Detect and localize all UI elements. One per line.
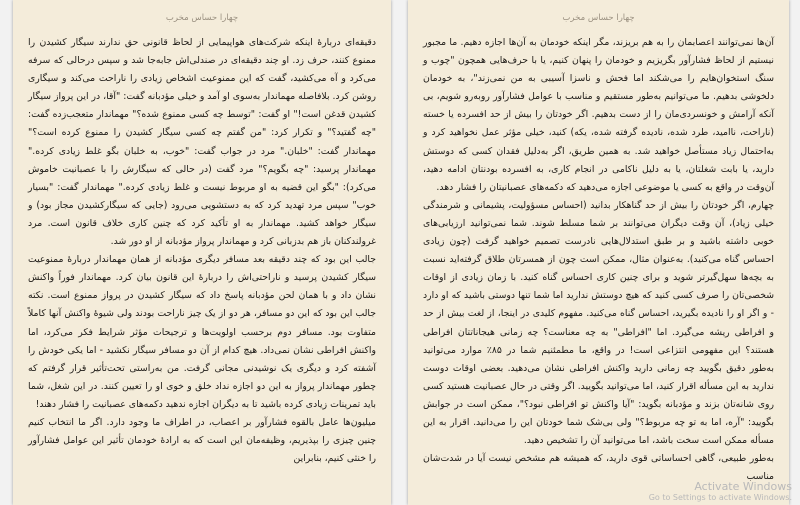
paragraph: دقیقه‌ای دربارهٔ اینکه شرکت‌های هواپیمایی از لحاظ قانونی حق ندارند سیگار کشیدن را ممنوع کنند، حرف زد. او چند دقیقه‌ای در صندلی‌اش جابه‌جا شد و سپس درحالی که سرفه می‌کرد و آه می‌کشید، گفت که این ممنوعیت اشخاص زیادی را ناراحت می‌کند و سیگاری روشن کرد. بلافاصله مهماندار به‌سوی او آمد و خیلی مؤدبانه گفت: "آقا، در این پرواز سیگار کشیدن قدغن است!" او گفت: "توسط چه کسی ممنوع شده؟" مهماندار متعجب‌زده گفت: "چه گفتید؟" و تکرار کرد: "من گفتم چه کسی سیگار کشیدن را ممنوع کرده است؟" مهماندار گفت: "خلبان." مرد در جواب گفت: "خوب، به خلبان بگو غلط زیادی کرده." مهماندار پرسید: "چه بگویم؟" مرد گفت (در حالی که سیگارش را با عصبانیت خاموش می‌کرد): "بگو این قضیه به او مربوط نیست و غلط زیادی کرده." مهماندار گفت: "بسیار خوب" سپس مرد تهدید کرد که به دستشویی می‌رود (جایی که سیگارکشیدن مجاز بود) و سیگار خواهد کشید. مهماندار به او تأکید کرد که چنین کاری خلاف قانون است. مرد غرولندکنان باز هم بدزبانی کرد و مهماندار پرواز مؤدبانه از او دور شد.	[28, 37, 376, 248]
paragraph: آن‌ها نمی‌توانند اعصابمان را به هم بریزند، مگر اینکه خودمان به آن‌ها اجازه دهیم. ما مجبور نیستیم از لحاظ فشارآور بگریزیم و خودمان را پنهان کنیم، یا با حرف‌هایی همچون "چوب و سنگ استخوان‌هایم را می‌شکند اما فحش و ناسزا آسیبی به من نمی‌زند"، به خودمان دلخوشی بدهیم. ما می‌توانیم به‌طور مستقیم و مناسب با عوامل فشارآور روبه‌رو شویم، بی آنکه آرامش و خونسردی‌مان را از دست بدهیم. اگر خودتان را بیش از حد افسرده یا خسته (ناراحت، ناامید، طرد شده، نادیده گرفته شده، یکه) کنید، خیلی مؤثر عمل نخواهید کرد و به‌احتمال زیاد مستأصل خواهید شد. به همین طریق، اگر به‌دلیل فقدان کسی که دوستش دارید، یا بابت شغلتان، یا به دلیل ناکامی در انجام کاری، به افسرده بودنتان ادامه دهید، آن‌وقت در واقع به کسی یا موضوعی اجازه می‌دهید که دکمه‌های عصبانیتان را فشار دهد.	[423, 37, 774, 193]
paragraph: چهارم، اگر خودتان را بیش از حد گناهکار بدانید (احساس مسؤولیت، پشیمانی و شرمندگی خیلی زیاد)، آن وقت دیگران می‌توانند بر شما مسلط شوند. شما نمی‌توانید ارزیابی‌های خوبی داشته باشید و بر طبق استدلال‌هایی نادرست تصمیم خواهید گرفت (چون زیادی احساس گناه می‌کنید). به‌عنوان مثال، ممکن است چون از همسرتان طلاق گرفته‌اید نسبت به بچه‌ها سهل‌گیرتر شوید و برای چنین کاری احساس گناه کنید. با زمان زیادی از اوقات شخصی‌تان را صرف کسی کنید که هیچ دوستش ندارید اما شما تنها دوستی باشید که او دارد - و اگر او را نادیده بگیرید، احساس گناه می‌کنید. مفهوم کلیدی در اینجا، از لغت بیش از حد و افراطی ریشه می‌گیرد. اما "افراطی" به چه معناست؟ چه زمانی هیجاناتتان افراطی هستند؟ این مفهومی انتزاعی است! در واقع، ما مطمئنیم شما در ۸۵٪ موارد می‌توانید به‌طور دقیق بگویید چه زمانی دارید واکنش افراطی نشان می‌دهید. بعضی اوقات دوست ندارید به این مسأله اقرار کنید، اما می‌توانید بگویید. اگر وقتی در حال عصبانیت هستید کسی روی شانه‌تان بزند و مؤدبانه بگوید: "آیا واکنش تو افراطی نبود؟"، ممکن است در جوابش بگویید: "آره، اما به تو چه مربوط؟" ولی بی‌شک شما خودتان این را می‌دانید. اقرار به این مسأله ممکن است سخت باشد، اما می‌توانید آن را تشخیص دهید.	[423, 199, 775, 447]
activation-watermark	[649, 481, 792, 503]
book-page-right	[408, 0, 789, 505]
running-head: چهارا حساس مخرب	[562, 13, 635, 23]
book-page-left	[13, 0, 391, 505]
page-body	[13, 23, 391, 468]
watermark-subtitle: Go to Settings to activate Windows.	[648, 493, 792, 502]
paragraph: میلیون‌ها عامل بالقوه فشارآور بر اعصاب، در اطراف ما وجود دارد. اگر ما انتخاب کنیم چنین چیزی را بپذیریم، وظیفه‌مان این است که به ارادهٔ خودمان تأثیر این عوامل فشارآور را خنثی کنیم، بنابراین	[28, 416, 376, 465]
running-head: چهارا حساس مخرب	[165, 13, 239, 23]
paragraph: جالب این بود که چند دقیقه بعد مسافر دیگری مؤدبانه از همان مهماندار دربارهٔ ممنوعیت سیگار کشیدن پرسید و ناراحتی‌اش را دربارهٔ این قانون بیان کرد. مهماندار فوراً واکنش نشان داد و با همان لحن مؤدبانه پاسخ داد که سیگار کشیدن در پرواز ممنوع است. نکته جالب این بود که این دو مسافر، هر دو از یک چیز ناراحت بودند ولی شیوهٔ واکنش آنها کاملاً متفاوت بود. مسافر دوم برحسب اولویت‌ها و ترجیحات مؤثر شرایط فکر می‌کرد، اما واکنش افراطی نشان نمی‌داد. هیچ کدام از آن دو مسافر سیگار نکشید - اما یکی خودش را آشفته کرد و دیگری یک نوشیدنی مجانی گرفت. من به‌راستی تحت‌تأثیر قرار گرفتم که چطور مهماندار پرواز به این دو اجازه نداد خلق و خوی او را تعیین کنند. در این شغل، شما باید تمرینات زیادی کرده باشید تا به دیگران اجازه ندهید دکمه‌های عصبانیت را فشار دهند!	[28, 254, 376, 410]
page-body	[408, 23, 789, 486]
paragraph: به‌طور طبیعی، گاهی احساساتی قوی دارید، که همیشه هم مشخص نیست آیا در شدت‌شان مناسب	[423, 453, 774, 483]
watermark-title: Activate Windows	[694, 480, 792, 493]
